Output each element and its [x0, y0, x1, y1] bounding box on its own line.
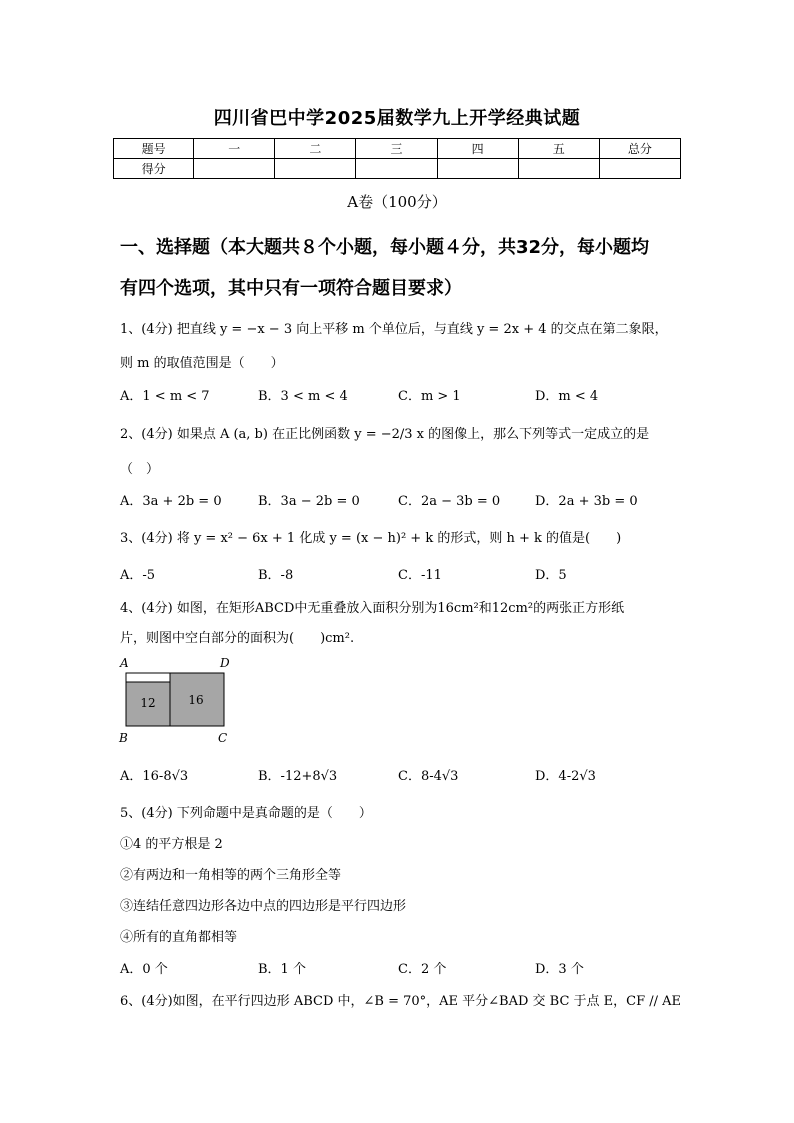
score-input-cell[interactable]	[275, 159, 356, 179]
score-table	[113, 138, 681, 179]
q3-option-a[interactable]: A．-5	[120, 568, 156, 583]
q6-stem-line1: 6、(4分)如图，在平行四边形 ABCD 中，∠B = 70°，AE 平分∠BAD 交 BC 于点 E，CF // AE	[120, 994, 682, 1009]
q4-stem-line2: 片，则图中空白部分的面积为( )cm².	[120, 631, 355, 646]
score-header-cell: 二	[275, 139, 356, 159]
score-input-cell[interactable]	[599, 159, 680, 179]
q1-option-a[interactable]: A．1 < m < 7	[120, 389, 210, 404]
score-input-cell[interactable]	[194, 159, 275, 179]
figure-label-b: B	[119, 731, 128, 745]
q5-statement-1: ①4 的平方根是 2	[120, 837, 223, 852]
score-header-cell: 五	[518, 139, 599, 159]
q5-option-b[interactable]: B．1 个	[258, 962, 306, 977]
q5-stem-line1: 5、(4分) 下列命题中是真命题的是（ ）	[120, 806, 372, 821]
score-table-header-row	[114, 139, 681, 159]
exam-title: 四川省巴中学2025届数学九上开学经典试题	[213, 108, 581, 129]
part1-heading-line1: 一、选择题（本大题共８个小题，每小题４分，共32分，每小题均	[120, 237, 650, 258]
score-header-cell: 四	[437, 139, 518, 159]
score-header-cell: 题号	[114, 139, 194, 159]
score-header-cell: 总分	[599, 139, 680, 159]
q2-option-b[interactable]: B．3a − 2b = 0	[258, 494, 360, 509]
figure-label-d: D	[220, 656, 230, 670]
q1-option-b[interactable]: B．3 < m < 4	[258, 389, 348, 404]
score-input-cell[interactable]	[356, 159, 437, 179]
score-header-cell: 三	[356, 139, 437, 159]
rectangle-abcd-figure	[112, 652, 242, 746]
figure-label-c: C	[218, 731, 228, 745]
q4-option-c[interactable]: C．8-4√3	[398, 769, 459, 784]
part1-heading-line2: 有四个选项，其中只有一项符合题目要求）	[120, 278, 462, 299]
q4-option-b[interactable]: B．-12+8√3	[258, 769, 338, 784]
q5-option-c[interactable]: C．2 个	[398, 962, 447, 977]
q2-option-c[interactable]: C．2a − 3b = 0	[398, 494, 501, 509]
q1-option-c[interactable]: C．m > 1	[398, 389, 461, 404]
section-a-title: A卷（100分）	[347, 193, 447, 211]
figure-label-a: A	[120, 656, 129, 670]
q3-option-c[interactable]: C．-11	[398, 568, 442, 583]
q5-option-d[interactable]: D．3 个	[535, 962, 584, 977]
q2-option-a[interactable]: A．3a + 2b = 0	[120, 494, 222, 509]
q3-option-d[interactable]: D．5	[535, 568, 567, 583]
q1-stem-line2: 则 m 的取值范围是（ ）	[120, 356, 284, 371]
score-table-score-row	[114, 159, 681, 179]
q4-option-d[interactable]: D．4-2√3	[535, 769, 596, 784]
score-header-cell: 一	[194, 139, 275, 159]
q1-option-d[interactable]: D．m < 4	[535, 389, 599, 404]
q3-option-b[interactable]: B．-8	[258, 568, 294, 583]
score-input-cell[interactable]	[518, 159, 599, 179]
q2-option-d[interactable]: D．2a + 3b = 0	[535, 494, 638, 509]
q2-stem-line1: 2、(4分) 如果点 A (a, b) 在正比例函数 y = −2/3 x 的图像上，那么下列等式一定成立的是	[120, 427, 650, 442]
score-row-label: 得分	[114, 159, 194, 179]
q1-stem-line1: 1、(4分) 把直线 y = −x − 3 向上平移 m 个单位后，与直线 y = 2x + 4 的交点在第二象限，	[120, 322, 668, 337]
q5-statement-3: ③连结任意四边形各边中点的四边形是平行四边形	[120, 899, 407, 914]
q4-option-a[interactable]: A．16-8√3	[120, 769, 189, 784]
q5-statement-4: ④所有的直角都相等	[120, 930, 238, 945]
q3-stem-line1: 3、(4分) 将 y = x² − 6x + 1 化成 y = (x − h)² + k 的形式，则 h + k 的值是( )	[120, 531, 622, 546]
square-small-label: 12	[140, 696, 156, 710]
score-input-cell[interactable]	[437, 159, 518, 179]
q5-option-a[interactable]: A．0 个	[120, 962, 168, 977]
square-large-label: 16	[188, 693, 204, 707]
q5-statement-2: ②有两边和一角相等的两个三角形全等	[120, 868, 342, 883]
q2-stem-line2: （ ）	[120, 462, 160, 477]
q4-stem-line1: 4、(4分) 如图，在矩形ABCD中无重叠放入面积分别为16cm²和12cm²的两张正方形纸	[120, 601, 625, 616]
